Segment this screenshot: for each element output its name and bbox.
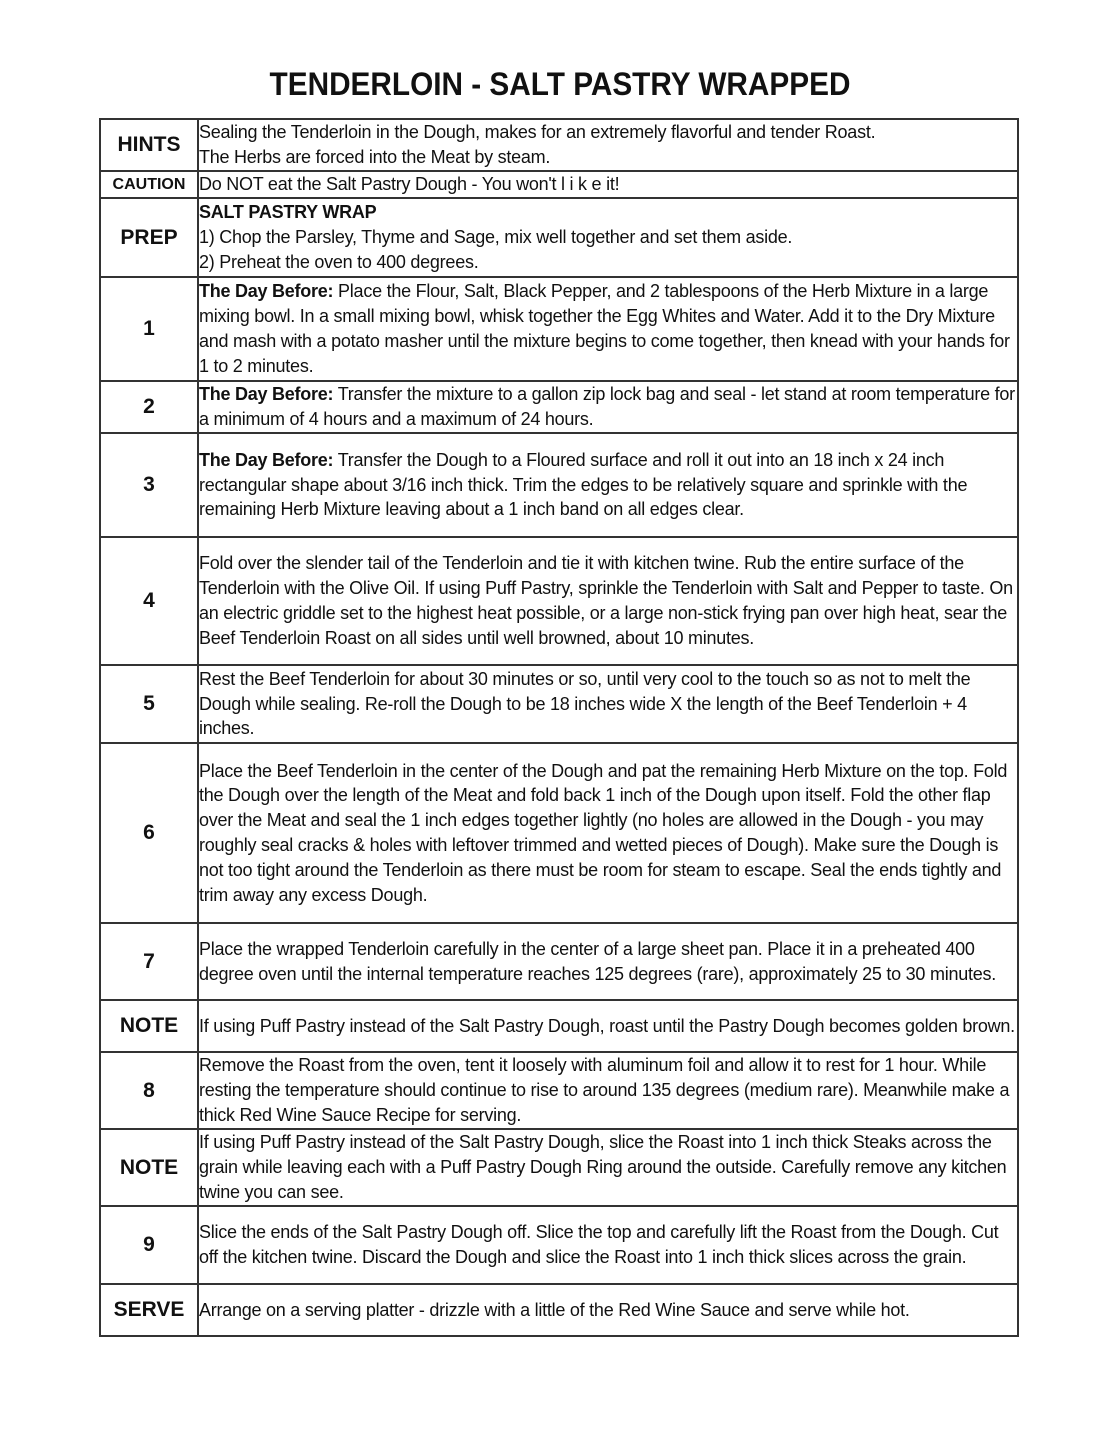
row-label: PREP [100, 198, 198, 277]
row-step-8 [100, 1052, 1018, 1129]
row-text: Rest the Beef Tenderloin for about 30 minutes or so, until very cool to the touch so as not to melt the Dough while sealing. Re-roll the Dough to be 18 inches wide X the length of the Beef Tenderloin + 4 inches. [198, 665, 1018, 743]
row-text: Remove the Roast from the oven, tent it loosely with aluminum foil and allow it to rest for 1 hour. While resting the temperature should continue to rise to around 135 degrees (medium rare). Meanwhile make a thick Red Wine Sauce Recipe for serving. [198, 1052, 1018, 1129]
row-step-2 [100, 381, 1018, 433]
lead-text: The Day Before: [199, 384, 334, 405]
row-text: Place the wrapped Tenderloin carefully in the center of a large sheet pan. Place it in a preheated 400 degree oven until the internal temperature reaches 125 degrees (rare), approximately 25 to 30 minutes. [198, 923, 1018, 1000]
row-text [198, 198, 1018, 277]
row-label: CAUTION [100, 171, 198, 198]
prep-line: 2) Preheat the oven to 400 degrees. [199, 251, 479, 272]
row-label: 4 [100, 537, 198, 665]
row-label: 8 [100, 1052, 198, 1129]
row-text [198, 277, 1018, 381]
row-label: 3 [100, 433, 198, 537]
hint-line: Sealing the Tenderloin in the Dough, makes for an extremely flavorful and tender Roast. [199, 122, 876, 143]
row-label: 6 [100, 743, 198, 923]
step-text: Place the Flour, Salt, Black Pepper, and 2 tablespoons of the Herb Mixture in a large mixing bowl. In a small mixing bowl, whisk together the Egg Whites and Water. Add it to the Dry Mixture and mash with a potato masher until the mixture begins to come together, then knead with your hands for 1 to 2 minutes. [199, 281, 1010, 376]
row-text: Slice the ends of the Salt Pastry Dough off. Slice the top and carefully lift the Roast from the Dough. Cut off the kitchen twine. Discard the Dough and slice the Roast into 1 inch thick slices across the grain. [198, 1206, 1018, 1284]
row-text: Arrange on a serving platter - drizzle with a little of the Red Wine Sauce and serve while hot. [198, 1284, 1018, 1336]
row-label: NOTE [100, 1129, 198, 1206]
row-label: 1 [100, 277, 198, 381]
row-note-1 [100, 1000, 1018, 1052]
row-label: 2 [100, 381, 198, 433]
row-label: 9 [100, 1206, 198, 1284]
row-label: HINTS [100, 119, 198, 171]
row-step-4 [100, 537, 1018, 665]
row-label: 5 [100, 665, 198, 743]
row-text: If using Puff Pastry instead of the Salt Pastry Dough, roast until the Pastry Dough becomes golden brown. [198, 1000, 1018, 1052]
step-text: Transfer the mixture to a gallon zip lock bag and seal - let stand at room temperature for a minimum of 4 hours and a maximum of 24 hours. [199, 384, 1015, 429]
row-step-5 [100, 665, 1018, 743]
row-note-2 [100, 1129, 1018, 1206]
row-text [198, 381, 1018, 433]
row-label: NOTE [100, 1000, 198, 1052]
prep-line: 1) Chop the Parsley, Thyme and Sage, mix well together and set them aside. [199, 227, 793, 248]
step-text: Transfer the Dough to a Floured surface and roll it out into an 18 inch x 24 inch rectangular shape about 3/16 inch thick. Trim the edges to be relatively square and sprinkle with the remaining Herb Mixture leaving about a 1 inch band on all edges clear. [199, 449, 968, 520]
lead-text: The Day Before: [199, 449, 334, 470]
row-step-1 [100, 277, 1018, 381]
row-label: SERVE [100, 1284, 198, 1336]
row-label: 7 [100, 923, 198, 1000]
caution-line: Do NOT eat the Salt Pastry Dough - You won't l i k e it! [199, 174, 620, 195]
row-text [198, 171, 1018, 198]
hint-line: The Herbs are forced into the Meat by steam. [199, 147, 551, 167]
row-text: If using Puff Pastry instead of the Salt Pastry Dough, slice the Roast into 1 inch thick Steaks across the grain while leaving each with a Puff Pastry Dough Ring around the outside. Carefully remove any kitchen twine you can see. [198, 1129, 1018, 1206]
recipe-table [99, 118, 1019, 1337]
row-step-9 [100, 1206, 1018, 1284]
row-text: Fold over the slender tail of the Tenderloin and tie it with kitchen twine. Rub the entire surface of the Tenderloin with the Olive Oil. If using Puff Pastry, sprinkle the Tenderloin with Salt and Pepper to taste. On an electric griddle set to the highest heat possible, or a large non-stick frying pan over high heat, sear the Beef Tenderloin Roast on all sides until well browned, about 10 minutes. [198, 537, 1018, 665]
row-step-6 [100, 743, 1018, 923]
row-serve [100, 1284, 1018, 1336]
row-step-7 [100, 923, 1018, 1000]
row-hints [100, 119, 1018, 171]
lead-text: The Day Before: [199, 281, 334, 302]
row-caution [100, 171, 1018, 198]
row-step-3 [100, 433, 1018, 537]
row-text [198, 433, 1018, 537]
page-title: TENDERLOIN - SALT PASTRY WRAPPED [269, 66, 851, 102]
row-text [198, 119, 1018, 171]
row-text: Place the Beef Tenderloin in the center of the Dough and pat the remaining Herb Mixture on the top. Fold the Dough over the length of the Meat and fold back 1 inch of the Dough upon itself. Fold the other flap over the Meat and seal the 1 inch edges together lightly (no holes are allowed in the Dough - you may roughly seal cracks & holes with leftover trimmed and wetted pieces of Dough). Make sure the Dough is not too tight around the Tenderloin as there must be room for steam to escape. Seal the ends tightly and trim away any excess Dough. [198, 743, 1018, 923]
prep-heading: SALT PASTRY WRAP [199, 202, 377, 223]
row-prep [100, 198, 1018, 277]
